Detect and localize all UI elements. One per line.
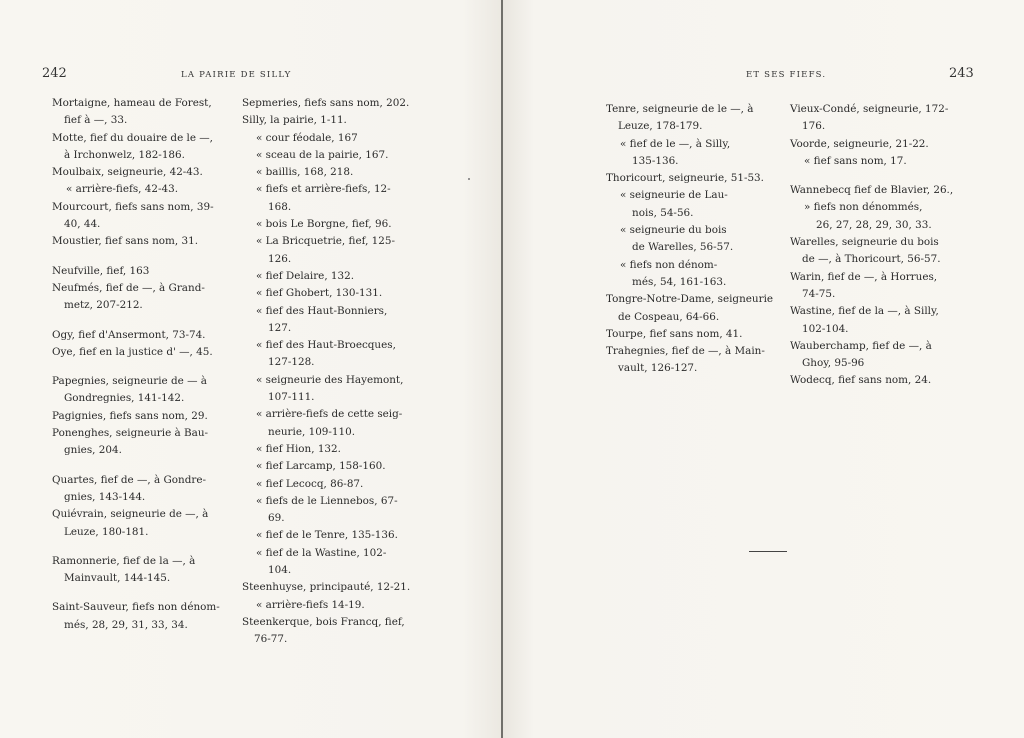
index-entry-line: metz, 207-212. (64, 299, 143, 312)
index-subentry (790, 199, 953, 234)
index-entry (242, 614, 410, 649)
index-entry-line: Leuze, 178-179. (618, 120, 703, 133)
index-subentry (242, 458, 410, 475)
index-subentry (242, 164, 410, 181)
index-entry-line: Moustier, fief sans nom, 31. (52, 235, 199, 248)
index-subentry (242, 476, 410, 493)
index-entry-line: vault, 126-127. (618, 362, 698, 375)
index-entry-line: Mourcourt, fiefs sans nom, 39- (52, 200, 214, 213)
index-entry (790, 372, 953, 389)
index-entry-line: Ogy, fief d'Ansermont, 73-74. (52, 328, 206, 341)
index-entry-line: 127-128. (268, 356, 315, 369)
index-entry-line: 176. (802, 120, 826, 133)
index-entry (790, 182, 953, 199)
section-gap (790, 170, 953, 182)
index-entry-line: més, 54, 161-163. (632, 275, 727, 288)
section-gap (52, 460, 220, 472)
index-entry-line: 107-111. (268, 391, 315, 404)
ink-speck (468, 178, 470, 180)
left-index-column-2 (242, 95, 410, 649)
index-subentry (242, 493, 410, 528)
index-entry-line: « fief des Haut-Bonniers, (256, 304, 388, 317)
index-entry-line: Motte, fief du douaire de le —, (52, 131, 213, 144)
left-running-head: LA PAIRIE DE SILLY (181, 70, 292, 80)
index-subentry (242, 303, 410, 338)
section-gap (52, 251, 220, 263)
index-subentry (242, 527, 410, 544)
index-entry-line: nois, 54-56. (632, 206, 694, 219)
index-entry-line: Warin, fief de —, à Horrues, (790, 270, 938, 283)
index-entry (52, 199, 220, 234)
index-subentry (242, 406, 410, 441)
index-entry-line: « baillis, 168, 218. (256, 166, 354, 179)
index-subentry (242, 130, 410, 147)
index-entry-line: à Irchonwelz, 182-186. (64, 148, 185, 161)
right-index-column-2 (790, 101, 953, 390)
index-entry-line: 69. (268, 512, 285, 525)
index-entry (52, 472, 220, 507)
index-subentry (242, 597, 410, 614)
index-entry (242, 112, 410, 129)
right-page (503, 0, 1024, 738)
index-subentry (790, 153, 953, 170)
index-entry (606, 291, 773, 326)
index-entry-line: « seigneurie du bois (620, 224, 727, 237)
index-entry-line: Tenre, seigneurie de le —, à (606, 103, 754, 115)
index-entry (52, 344, 220, 361)
index-entry (242, 579, 410, 596)
left-index-column-1 (52, 95, 220, 634)
index-entry-line: Wodecq, fief sans nom, 24. (790, 374, 932, 387)
index-entry-line: « arrière-fiefs, 42-43. (66, 183, 179, 196)
index-entry-line: Wannebecq fief de Blavier, 26., (790, 184, 954, 197)
index-subentry (606, 257, 773, 292)
index-entry-line: 168. (268, 200, 292, 213)
index-entry-line: gnies, 204. (64, 444, 122, 457)
index-subentry (242, 147, 410, 164)
index-entry-line: » fiefs non dénommés, (804, 201, 923, 214)
index-entry-line: més, 28, 29, 31, 33, 34. (64, 618, 188, 631)
index-entry (606, 170, 773, 187)
index-subentry (242, 372, 410, 407)
left-page (0, 0, 503, 738)
index-entry (790, 101, 953, 136)
index-subentry (242, 545, 410, 580)
index-entry-line: Tongre-Notre-Dame, seigneurie (606, 293, 774, 306)
index-entry (52, 599, 220, 634)
index-entry-line: « fief de la Wastine, 102- (256, 546, 387, 559)
index-entry (606, 343, 773, 378)
index-entry-line: Wastine, fief de la —, à Silly, (790, 305, 939, 318)
index-entry-line: Voorde, seigneurie, 21-22. (790, 137, 929, 150)
index-entry-line: Ponenghes, seigneurie à Bau- (52, 427, 209, 440)
index-entry-line: Warelles, seigneurie du bois (790, 236, 939, 249)
index-entry-line: Neufville, fief, 163 (52, 264, 150, 277)
index-entry-line: « fief Larcamp, 158-160. (256, 460, 386, 473)
section-gap (52, 541, 220, 553)
index-entry-line: « seigneurie des Hayemont, (256, 373, 404, 386)
index-entry (790, 303, 953, 338)
index-entry (52, 95, 220, 130)
index-entry (790, 234, 953, 269)
index-entry-line: 74-75. (802, 287, 836, 300)
index-entry-line: « arrière-fiefs 14-19. (256, 598, 365, 611)
index-entry (52, 506, 220, 541)
index-entry-line: Mainvault, 144-145. (64, 572, 171, 585)
index-entry (790, 269, 953, 304)
index-entry-line: 104. (268, 564, 292, 577)
index-entry (606, 101, 773, 136)
index-subentry (242, 181, 410, 216)
index-entry-line: « fief de le Tenre, 135-136. (256, 529, 398, 542)
index-entry-line: Trahegnies, fief de —, à Main- (606, 345, 765, 358)
index-entry-line: Oye, fief en la justice d' —, 45. (52, 345, 213, 358)
index-entry (606, 326, 773, 343)
section-gap (52, 361, 220, 373)
index-entry-line: 40, 44. (64, 218, 101, 231)
index-entry (52, 130, 220, 165)
index-entry-line: Silly, la pairie, 1-11. (242, 114, 347, 127)
index-entry-line: 135-136. (632, 154, 679, 167)
index-subentry (242, 268, 410, 285)
index-entry-line: 126. (268, 252, 292, 265)
index-entry-line: Sepmeries, fiefs sans nom, 202. (242, 97, 410, 109)
index-entry-line: Neufmés, fief de —, à Grand- (52, 281, 205, 294)
index-entry-line: de —, à Thoricourt, 56-57. (802, 253, 941, 266)
index-subentry (52, 181, 220, 198)
index-entry-line: « fiefs non dénom- (620, 258, 718, 271)
index-entry-line: « fiefs et arrière-fiefs, 12- (256, 183, 391, 196)
index-entry (52, 408, 220, 425)
index-subentry (242, 216, 410, 233)
index-entry-line: Steenhuyse, principauté, 12-21. (242, 581, 411, 594)
index-entry-line: Tourpe, fief sans nom, 41. (606, 327, 743, 340)
index-entry-line: « fiefs de le Liennebos, 67- (256, 494, 398, 507)
index-entry-line: Pagignies, fiefs sans nom, 29. (52, 409, 208, 422)
index-entry (52, 164, 220, 181)
index-entry (52, 553, 220, 588)
index-entry-line: Moulbaix, seigneurie, 42-43. (52, 166, 203, 179)
index-entry-line: « bois Le Borgne, fief, 96. (256, 218, 392, 231)
index-entry-line: « sceau de la pairie, 167. (256, 148, 389, 161)
index-entry-line: 102-104. (802, 322, 849, 335)
index-subentry (242, 441, 410, 458)
index-entry-line: Steenkerque, bois Francq, fief, (242, 615, 405, 628)
index-entry-line: Leuze, 180-181. (64, 525, 149, 538)
index-subentry (242, 233, 410, 268)
index-entry (242, 95, 410, 112)
index-entry (52, 263, 220, 280)
index-entry-line: 127. (268, 321, 292, 334)
index-entry (790, 136, 953, 153)
index-entry-line: Quiévrain, seigneurie de —, à (52, 508, 209, 521)
index-entry-line: Mortaigne, hameau de Forest, (52, 97, 212, 109)
index-entry-line: « fief Hion, 132. (256, 442, 341, 455)
index-entry (52, 373, 220, 408)
index-entry-line: Quartes, fief de —, à Gondre- (52, 473, 206, 486)
index-entry-line: Papegnies, seigneurie de — à (52, 375, 207, 388)
index-subentry (242, 285, 410, 302)
index-entry-line: « fief de le —, à Silly, (620, 137, 731, 150)
index-entry-line: Saint-Sauveur, fiefs non dénom- (52, 601, 220, 614)
index-entry-line: « fief Ghobert, 130-131. (256, 287, 383, 300)
section-gap (52, 587, 220, 599)
index-entry (52, 327, 220, 344)
index-entry-line: de Cospeau, 64-66. (618, 310, 720, 323)
index-entry-line: de Warelles, 56-57. (632, 241, 734, 254)
index-subentry (606, 136, 773, 171)
index-entry (52, 280, 220, 315)
right-index-column-1 (606, 101, 773, 378)
right-page-number: 243 (949, 66, 974, 81)
index-entry-line: Thoricourt, seigneurie, 51-53. (606, 172, 764, 185)
index-entry-line: Ramonnerie, fief de la —, à (52, 554, 196, 567)
index-entry-line: neurie, 109-110. (268, 425, 356, 438)
index-subentry (242, 337, 410, 372)
index-entry-line: gnies, 143-144. (64, 490, 146, 503)
index-entry (790, 338, 953, 373)
index-entry-line: « fief Lecocq, 86-87. (256, 477, 364, 490)
index-entry-line: Gondregnies, 141-142. (64, 392, 185, 405)
index-entry-line: Wauberchamp, fief de —, à (790, 339, 932, 352)
index-entry-line: 76-77. (254, 633, 288, 646)
index-entry-line: « cour féodale, 167 (256, 131, 358, 144)
index-entry-line: « arrière-fiefs de cette seig- (256, 408, 403, 421)
index-entry-line: 26, 27, 28, 29, 30, 33. (816, 218, 932, 231)
index-entry-line: « fief sans nom, 17. (804, 154, 907, 167)
index-entry-line: « La Bricquetrie, fief, 125- (256, 235, 396, 248)
end-rule (749, 551, 787, 552)
right-running-head: ET SES FIEFS. (746, 70, 827, 80)
index-entry-line: « fief des Haut-Broecques, (256, 339, 396, 352)
index-subentry (606, 222, 773, 257)
index-entry-line: Ghoy, 95-96 (802, 357, 865, 370)
index-entry (52, 425, 220, 460)
index-subentry (606, 187, 773, 222)
left-page-number: 242 (42, 66, 67, 81)
index-entry-line: fief à —, 33. (64, 114, 128, 127)
section-gap (52, 315, 220, 327)
index-entry (52, 233, 220, 250)
index-entry-line: Vieux-Condé, seigneurie, 172- (790, 103, 949, 115)
index-entry-line: « seigneurie de Lau- (620, 189, 728, 202)
index-entry-line: « fief Delaire, 132. (256, 269, 355, 282)
